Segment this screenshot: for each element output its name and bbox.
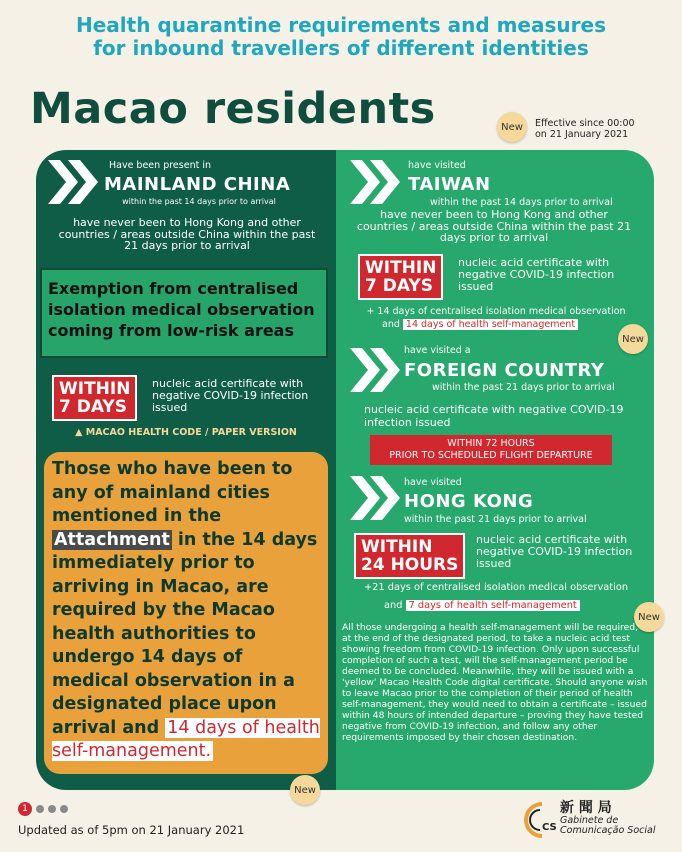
hongkong-cert: nucleic acid certificate with negative COVID-19 infection issued	[476, 533, 633, 570]
within-value: 24 HOURS	[361, 555, 459, 575]
gcs-logo-icon	[520, 800, 558, 840]
org-chinese: 新 聞 局	[560, 800, 612, 816]
self-management-highlight: 7 days of health self-management	[406, 600, 580, 611]
hongkong-pre: have visited	[404, 477, 462, 488]
hongkong-period: within the past 21 days prior to arrival	[404, 514, 587, 525]
within-24-hours-badge	[354, 533, 465, 579]
foreign-cert: nucleic acid certificate with negative COVID-19 infection issued	[364, 403, 624, 429]
org-line-2: Comunicação Social	[560, 825, 656, 836]
taiwan-and-row	[382, 319, 578, 330]
page-dot-active[interactable]: 1	[18, 802, 32, 816]
within-7-days-badge	[358, 254, 443, 300]
within-72-hours-banner	[370, 435, 612, 465]
foreign-heading: FOREIGN COUNTRY	[404, 360, 605, 381]
taiwan-cert: nucleic acid certificate with negative COVID-19 infection issued	[458, 256, 615, 293]
page-dot[interactable]	[48, 805, 56, 813]
banner-line-2: PRIOR TO SCHEDULED FLIGHT DEPARTURE	[389, 450, 593, 461]
chevron-right-icon	[348, 346, 404, 394]
hongkong-heading: HONG KONG	[404, 491, 534, 512]
taiwan-plus: + 14 days of centralised isolation medical observation	[366, 306, 626, 317]
taiwan-pre: have visited	[408, 160, 466, 171]
effective-line-1: Effective since 00:00	[535, 118, 635, 129]
mainland-cert: nucleic acid certificate with negative COVID-19 infection issued	[152, 377, 309, 414]
self-management-highlight: 14 days of health self-management.	[52, 717, 320, 761]
attachment-notice	[44, 452, 328, 774]
banner-line-1: WITHIN 72 HOURS	[447, 438, 535, 449]
attachment-notice-text-b: in the 14 days immediately prior to arriving in Macao, are required by the Macao health authorities to undergo 14 days of medical observation in a designated place upon arrival and	[52, 529, 318, 738]
organization-name	[560, 800, 655, 836]
within-7-days-badge	[52, 375, 137, 421]
new-badge: New	[497, 112, 527, 142]
mainland-period: within the past 14 days prior to arrival	[122, 197, 276, 206]
taiwan-period: within the past 14 days prior to arrival	[430, 197, 613, 208]
self-management-highlight: 14 days of health self-management	[403, 319, 578, 330]
svg-text:CS: CS	[542, 822, 557, 833]
page-title: Macao residents	[30, 84, 436, 134]
taiwan-heading: TAIWAN	[408, 174, 491, 195]
within-value: 7 DAYS	[59, 397, 127, 417]
mainland-heading: MAINLAND CHINA	[104, 174, 291, 195]
mainland-pre: Have been present in	[108, 160, 211, 171]
attachment-link[interactable]: Attachment	[54, 529, 170, 550]
within-label: WITHIN	[59, 379, 131, 399]
updated-note: Updated as of 5pm on 21 January 2021	[18, 823, 245, 837]
within-label: WITHIN	[365, 258, 437, 278]
within-value: 7 DAYS	[365, 276, 433, 296]
new-badge: New	[290, 775, 320, 805]
chevron-right-icon	[46, 158, 102, 206]
attachment-notice-text-a: Those who have been to any of mainland cities mentioned in the	[52, 459, 293, 526]
self-management-paragraph: All those undergoing a health self-management will be required, at the end of the designated period, to take a nucleic acid test showing freedom from COVID-19 infection. Only upon successful completion of such a test, will the self-management period be deemed to be concluded. Meanwhile, they will be issued with a 'yellow' Macao Health Code digital certificate. Should anyone wish to leave Macao prior to the completion of their period of health self-management, they would need to obtain a certificate – issued within 48 hours of intended departure – proving they have tested negative from COVID-19 infection, and follow any other requirements imposed by their chosen destination.	[342, 622, 648, 743]
chevron-right-icon	[348, 158, 404, 206]
health-code-label: ▲ MACAO HEALTH CODE / PAPER VERSION	[75, 427, 297, 438]
new-badge: New	[634, 602, 664, 632]
exemption-box: Exemption from centralised isolation medical observation coming from low-risk areas	[40, 268, 328, 358]
chevron-right-icon	[348, 474, 404, 522]
header-line-2: for inbound travellers of different identities	[93, 36, 589, 60]
new-badge: New	[618, 324, 648, 354]
effective-date	[535, 118, 635, 140]
page-dot[interactable]	[60, 805, 68, 813]
hongkong-plus: +21 days of centralised isolation medical observation	[363, 582, 629, 593]
page-dot[interactable]	[36, 805, 44, 813]
header-title	[0, 14, 682, 60]
hongkong-and-row	[384, 600, 580, 611]
effective-line-2: on 21 January 2021	[535, 129, 629, 140]
page-indicator[interactable]	[18, 802, 68, 816]
header-line-1: Health quarantine requirements and measures	[76, 13, 606, 37]
taiwan-note: have never been to Hong Kong and other countries / areas outside China within the past 21 days prior to arrival	[356, 208, 632, 244]
within-label: WITHIN	[361, 537, 433, 557]
org-line-1: Gabinete de	[560, 815, 619, 826]
foreign-period: within the past 21 days prior to arrival	[432, 382, 615, 393]
foreign-pre: have visited a	[404, 345, 471, 356]
and-text: and	[384, 600, 403, 611]
and-text: and	[382, 319, 400, 330]
mainland-note: have never been to Hong Kong and other countries / areas outside China within the past 21 days prior to arrival	[58, 216, 316, 252]
